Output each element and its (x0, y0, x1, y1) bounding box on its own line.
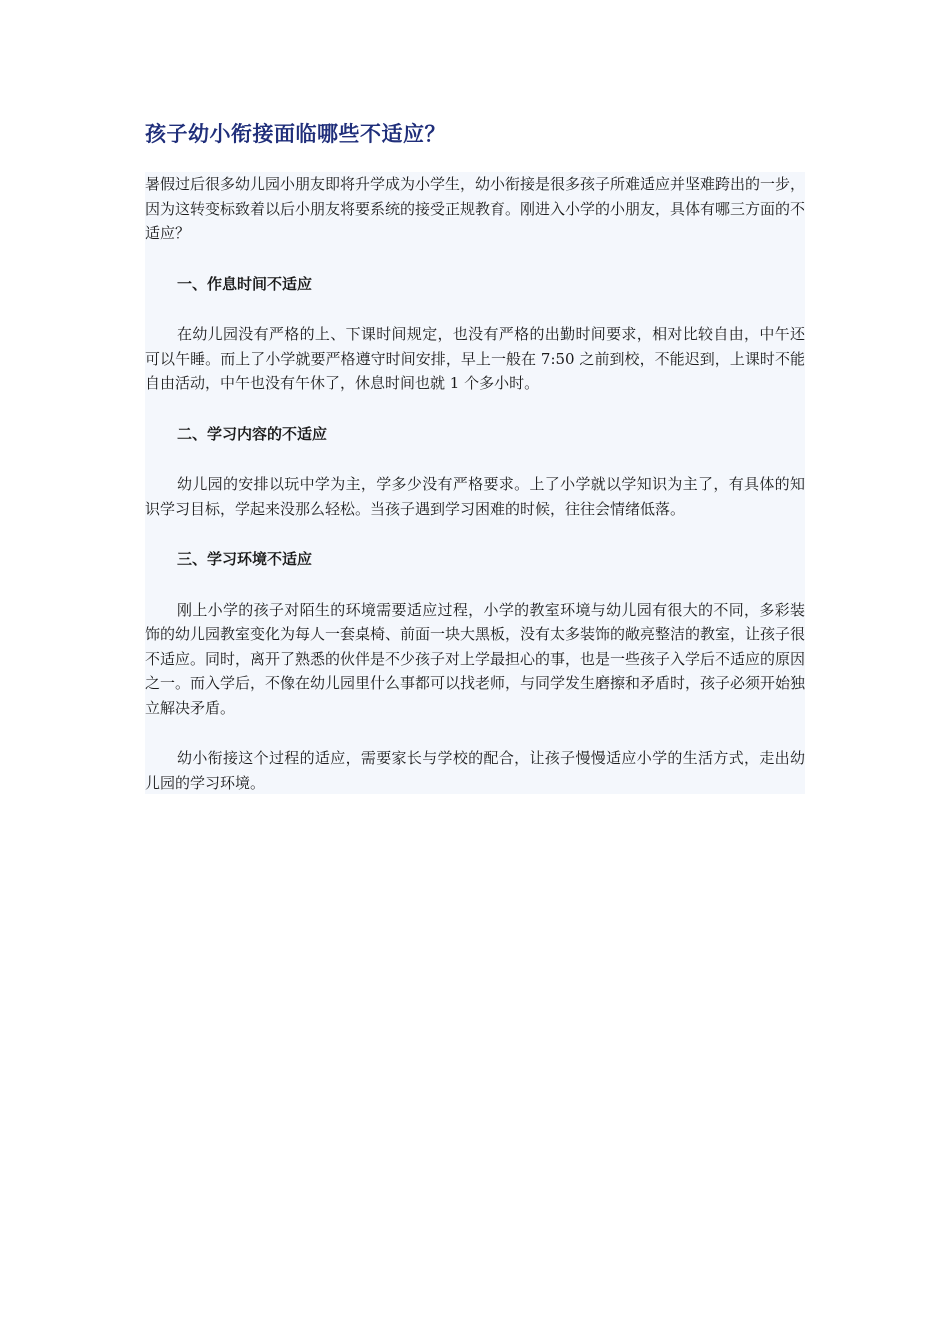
intro-paragraph: 暑假过后很多幼儿园小朋友即将升学成为小学生，幼小衔接是很多孩子所难适应并坚难跨出的一步，因为这转变标致着以后小朋友将要系统的接受正规教育。刚进入小学的小朋友，具体有哪三方面的不适应？ (145, 175, 806, 242)
spacer (145, 521, 805, 547)
section-body-content: 幼儿园的安排以玩中学为主，学多少没有严格要求。上了小学就以学知识为主了，有具体的知识学习目标，学起来没那么轻松。当孩子遇到学习困难的时候，往往会情绪低落。 (145, 475, 805, 518)
conclusion-paragraph: 幼小衔接这个过程的适应，需要家长与学校的配合，让孩子慢慢适应小学的生活方式，走出幼儿园的学习环境。 (145, 749, 805, 792)
article-title: 孩子幼小衔接面临哪些不适应？ (145, 122, 446, 146)
section-heading-environment: 三、学习环境不适应 (177, 550, 313, 568)
spacer (145, 296, 805, 322)
spacer (145, 446, 805, 472)
article-body (145, 172, 805, 794)
spacer (145, 572, 805, 598)
spacer (145, 396, 805, 422)
section-body-schedule: 在幼儿园没有严格的上、下课时间规定，也没有严格的出勤时间要求，相对比较自由，中午还可以午睡。而上了小学就要严格遵守时间安排，早上一般在 7:50 之前到校，不能迟到，上课时不能自由活动，中午也没有午休了，休息时间也就 1 个多小时。 (145, 325, 805, 392)
section-body-environment: 刚上小学的孩子对陌生的环境需要适应过程，小学的教室环境与幼儿园有很大的不同，多彩装饰的幼儿园教室变化为每人一套桌椅、前面一块大黑板，没有太多装饰的敞亮整洁的教室，让孩子很不适应。同时，离开了熟悉的伙伴是不少孩子对上学最担心的事，也是一些孩子入学后不适应的原因之一。而入学后，不像在幼儿园里什么事都可以找老师，与同学发生磨擦和矛盾时，孩子必须开始独立解决矛盾。 (145, 600, 806, 717)
section-heading-schedule: 一、作息时间不适应 (177, 274, 313, 293)
section-heading-content: 二、学习内容的不适应 (177, 424, 328, 443)
spacer (145, 720, 805, 746)
spacer (145, 246, 805, 272)
